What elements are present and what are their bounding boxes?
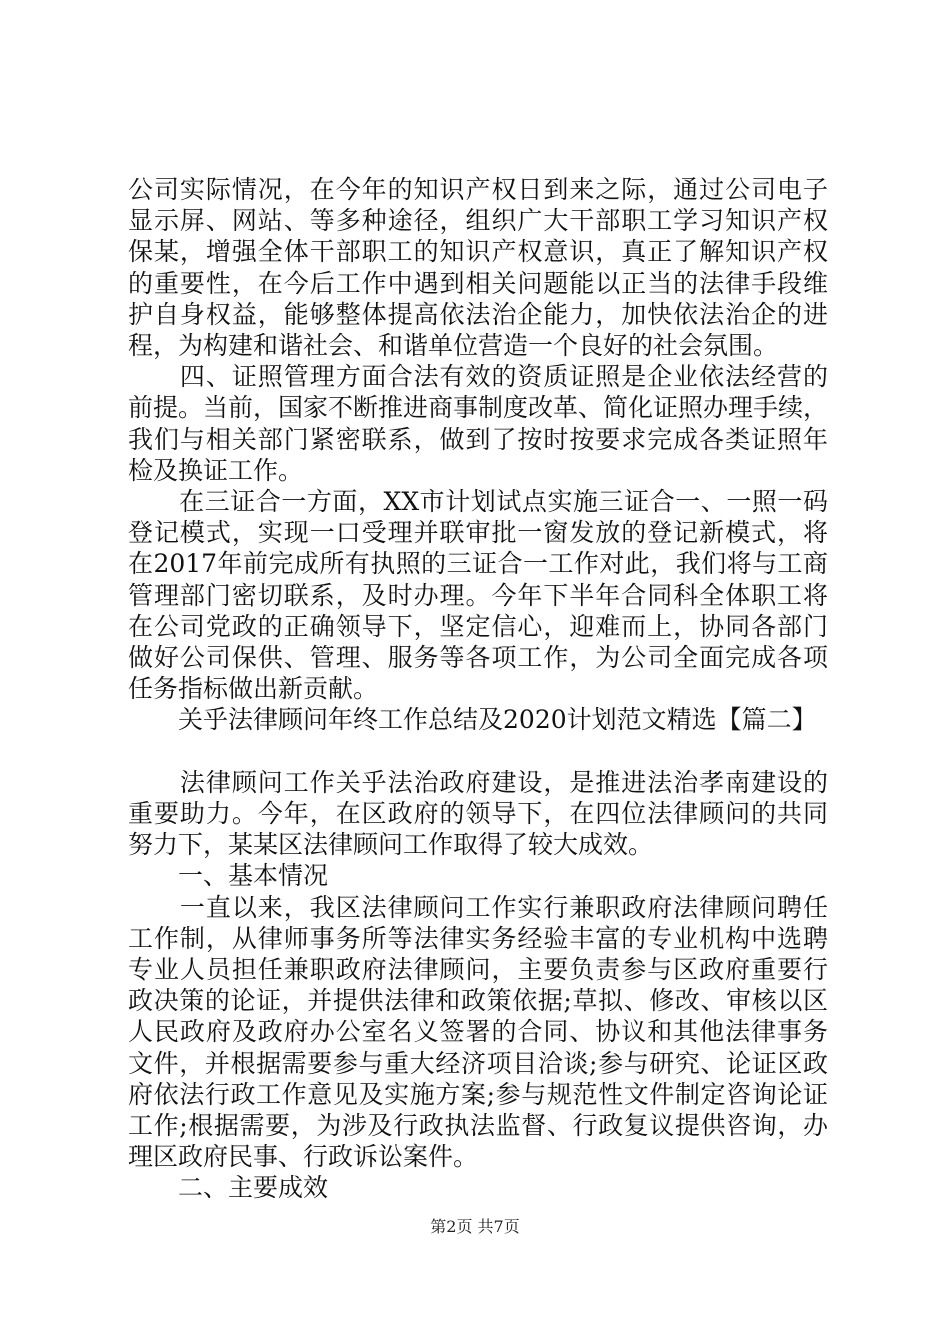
section-heading: 关乎法律顾问年终工作总结及2020计划范文精选【篇二】 — [128, 705, 817, 735]
text-line: 府依法行政工作意见及实施方案;参与规范性文件制定咨询论证 — [128, 1079, 828, 1109]
subsection-heading: 二、主要成效 — [128, 1173, 329, 1203]
subsection-heading: 一、基本情况 — [128, 861, 329, 891]
text-line: 做好公司保供、管理、服务等各项工作，为公司全面完成各项 — [128, 643, 828, 672]
text-line: 公司实际情况，在今年的知识产权日到来之际，通过公司电子 — [128, 175, 828, 204]
blank-line — [128, 736, 828, 767]
text-line: 努力下，某某区法律顾问工作取得了较大成效。 — [128, 830, 654, 860]
text-line: 护自身权益，能够整体提高依法治企能力，加快依法治企的进 — [128, 299, 828, 329]
text-line: 保某，增强全体干部职工的知识产权意识，真正了解知识产权 — [128, 237, 828, 267]
text-line: 四、证照管理方面合法有效的资质证照是企业依法经营的 — [128, 362, 828, 392]
text-line: 理区政府民事、行政诉讼案件。 — [128, 1142, 479, 1172]
text-line: 程，为构建和谐社会、和谐单位营造一个良好的社会氛围。 — [128, 331, 779, 360]
text-line: 一直以来，我区法律顾问工作实行兼职政府法律顾问聘任 — [128, 892, 828, 922]
text-line: 前提。当前，国家不断推进商事制度改革、简化证照办理手续， — [128, 393, 828, 423]
text-line: 工作制，从律师事务所等法律实务经验丰富的专业机构中选聘 — [128, 923, 828, 953]
text-line: 人民政府及政府办公室名义签署的合同、协议和其他法律事务 — [128, 1017, 828, 1047]
text-line: 在2017年前完成所有执照的三证合一工作对此，我们将与工商 — [128, 549, 828, 579]
text-line: 任务指标做出新贡献。 — [128, 674, 379, 704]
text-line: 重要助力。今年，在区政府的领导下，在四位法律顾问的共同 — [128, 799, 828, 828]
text-line: 登记模式，实现一口受理并联审批一窗发放的登记新模式，将 — [128, 518, 828, 548]
text-line: 在三证合一方面，XX市计划试点实施三证合一、一照一码 — [128, 487, 828, 516]
text-line: 专业人员担任兼职政府法律顾问，主要负责参与区政府重要行 — [128, 955, 828, 984]
text-line: 管理部门密切联系，及时办理。今年下半年合同科全体职工将 — [128, 580, 828, 610]
text-line: 在公司党政的正确领导下，坚定信心，迎难而上，协同各部门 — [128, 611, 828, 641]
text-line: 工作;根据需要，为涉及行政执法监督、行政复议提供咨询，办 — [128, 1111, 828, 1140]
text-line: 政决策的论证，并提供法律和政策依据;草拟、修改、审核以区 — [128, 986, 828, 1016]
text-line: 检及换证工作。 — [128, 455, 304, 485]
text-line: 的重要性，在今后工作中遇到相关问题能以正当的法律手段维 — [128, 268, 828, 298]
text-line: 显示屏、网站、等多种途径，组织广大干部职工学习知识产权 — [128, 206, 828, 236]
text-line: 我们与相关部门紧密联系，做到了按时按要求完成各类证照年 — [128, 424, 828, 454]
page-footer: 第2页 共7页 — [430, 1217, 520, 1236]
text-line: 法律顾问工作关乎法治政府建设，是推进法治孝南建设的 — [128, 767, 828, 797]
text-line: 文件，并根据需要参与重大经济项目洽谈;参与研究、论证区政 — [128, 1048, 828, 1078]
